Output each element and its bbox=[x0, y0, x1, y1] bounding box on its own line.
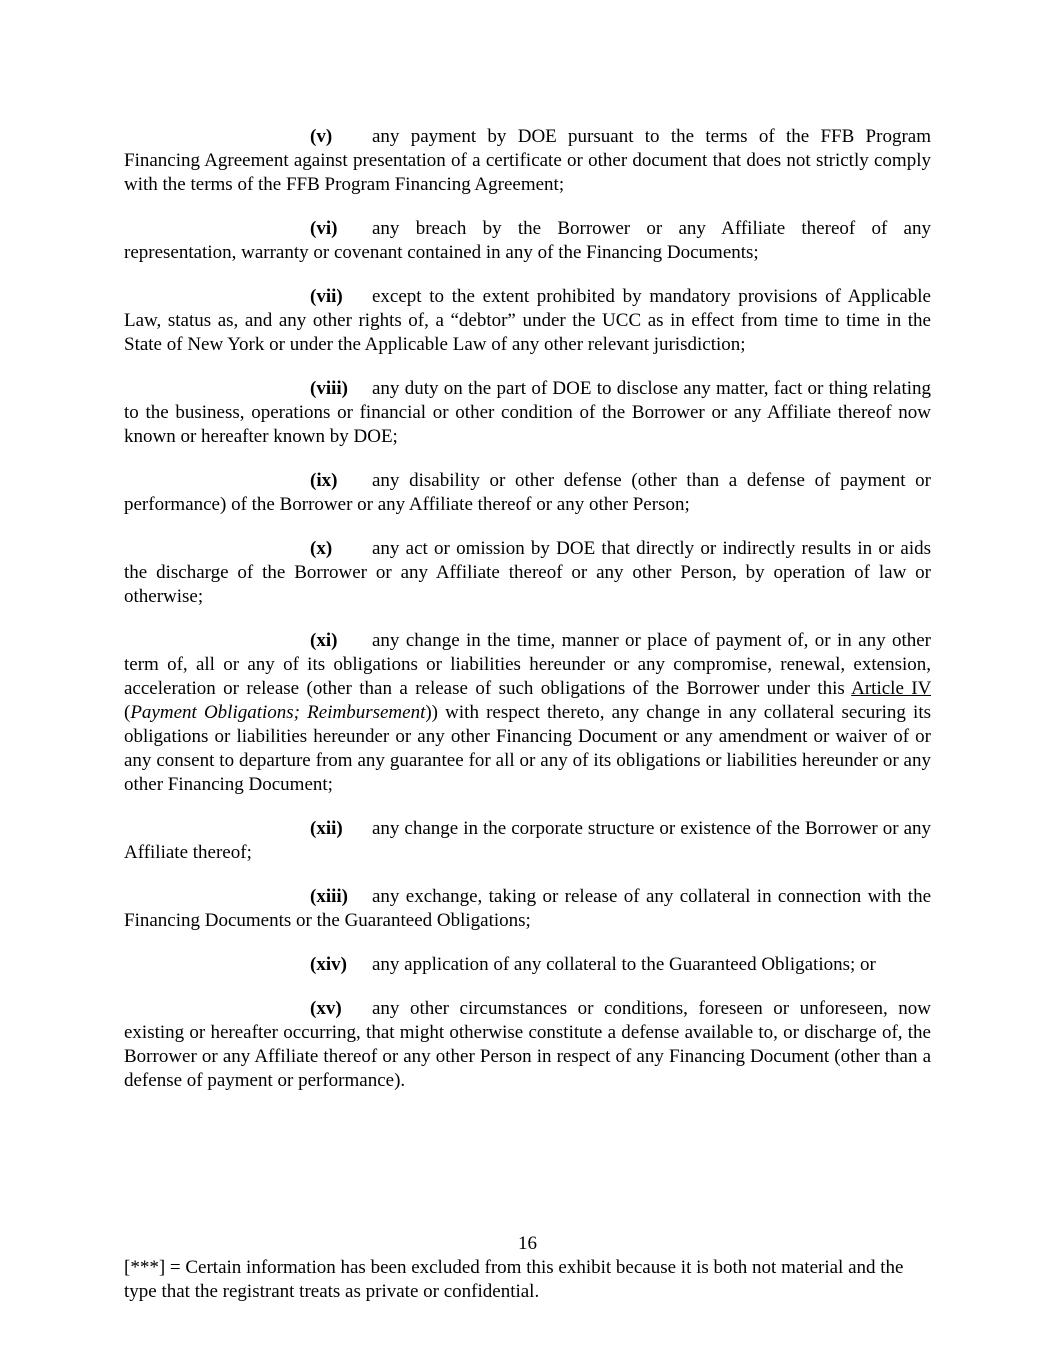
clause-paragraph bbox=[124, 285, 931, 357]
clause-number: (viii) bbox=[310, 378, 348, 399]
clause-number: (xv) bbox=[310, 998, 342, 1019]
clause-v bbox=[124, 125, 931, 197]
clause-paragraph bbox=[124, 953, 931, 977]
clause-text: )) with respect thereto, any change in any collateral securing its obligations or liabilities hereunder or any other Financing Document or any amendment or waiver of or any consent to departure from any guarantee for all or any of its obligations or liabilities hereunder or any other Financing Document; bbox=[124, 702, 932, 795]
clause-paragraph bbox=[124, 217, 931, 265]
clause-xv bbox=[124, 997, 931, 1093]
clause-paragraph bbox=[124, 997, 931, 1093]
confidentiality-footnote: [***] = Certain information has been excluded from this exhibit because it is both not material and the type that the registrant treats as private or confidential. bbox=[124, 1257, 904, 1302]
clause-ix bbox=[124, 469, 931, 517]
clause-x bbox=[124, 537, 931, 609]
clause-text: any change in the time, manner or place of payment of, or in any other term of, all or any of its obligations or liabilities hereunder or any compromise, renewal, extension, acceleration or release (other than a release of such obligations of the Borrower under this bbox=[124, 630, 931, 699]
clause-text: any act or omission by DOE that directly or indirectly results in or aids the discharge of the Borrower or any Affiliate thereof or any other Person, by operation of law or otherwise; bbox=[124, 538, 931, 607]
clause-number: (xiii) bbox=[310, 886, 348, 907]
clause-text: any disability or other defense (other than a defense of payment or performance) of the Borrower or any Affiliate thereof or any other Person; bbox=[124, 470, 931, 515]
clause-text: any other circumstances or conditions, foreseen or unforeseen, now existing or hereafter occurring, that might otherwise constitute a defense available to, or discharge of, the Borrower or any Affiliate thereof or any other Person in respect of any Financing Document (other than a defense of payment or performance). bbox=[124, 998, 931, 1091]
page-number: 16 bbox=[518, 1233, 537, 1254]
clause-text: any breach by the Borrower or any Affiliate thereof of any representation, warranty or covenant contained in any of the Financing Documents; bbox=[124, 218, 931, 263]
clause-text: any application of any collateral to the Guaranteed Obligations; or bbox=[372, 954, 876, 975]
clause-vi bbox=[124, 217, 931, 265]
document-body bbox=[124, 125, 931, 1113]
clause-paragraph bbox=[124, 817, 931, 865]
clause-viii bbox=[124, 377, 931, 449]
clause-text: any exchange, taking or release of any collateral in connection with the Financing Documents or the Guaranteed Obligations; bbox=[124, 886, 931, 931]
clause-text: any change in the corporate structure or existence of the Borrower or any Affiliate thereof; bbox=[124, 818, 931, 863]
clause-number: (xiv) bbox=[310, 954, 347, 975]
clause-text-paren: ( bbox=[124, 702, 131, 723]
article-iv-reference-link[interactable]: Article IV bbox=[851, 678, 931, 699]
clause-text: any duty on the part of DOE to disclose any matter, fact or thing relating to the business, operations or financial or other condition of the Borrower or any Affiliate thereof now known or hereafter known by DOE; bbox=[124, 378, 931, 447]
clause-number: (v) bbox=[310, 126, 333, 147]
clause-number: (vi) bbox=[310, 218, 338, 239]
clause-xiv bbox=[124, 953, 931, 977]
clause-xi bbox=[124, 629, 931, 797]
clause-number: (xi) bbox=[310, 630, 338, 651]
clause-number: (xii) bbox=[310, 818, 343, 839]
clause-text: any payment by DOE pursuant to the terms of the FFB Program Financing Agreement against presentation of a certificate or other document that does not strictly comply with the terms of the FFB Program Financing Agreement; bbox=[124, 126, 931, 195]
clause-paragraph bbox=[124, 125, 931, 197]
clause-paragraph bbox=[124, 469, 931, 517]
clause-xiii bbox=[124, 885, 931, 933]
clause-paragraph bbox=[124, 377, 931, 449]
clause-text: except to the extent prohibited by mandatory provisions of Applicable Law, status as, and any other rights of, a “debtor” under the UCC as in effect from time to time in the State of New York or under the Applicable Law of any other relevant jurisdiction; bbox=[124, 286, 931, 355]
clause-paragraph bbox=[124, 629, 931, 797]
clause-xii bbox=[124, 817, 931, 865]
clause-paragraph bbox=[124, 537, 931, 609]
clause-paragraph bbox=[124, 885, 931, 933]
clause-vii bbox=[124, 285, 931, 357]
clause-number: (ix) bbox=[310, 470, 338, 491]
article-title-italic: Payment Obligations; Reimbursement bbox=[130, 702, 426, 723]
clause-number: (x) bbox=[310, 538, 333, 559]
clause-number: (vii) bbox=[310, 286, 343, 307]
